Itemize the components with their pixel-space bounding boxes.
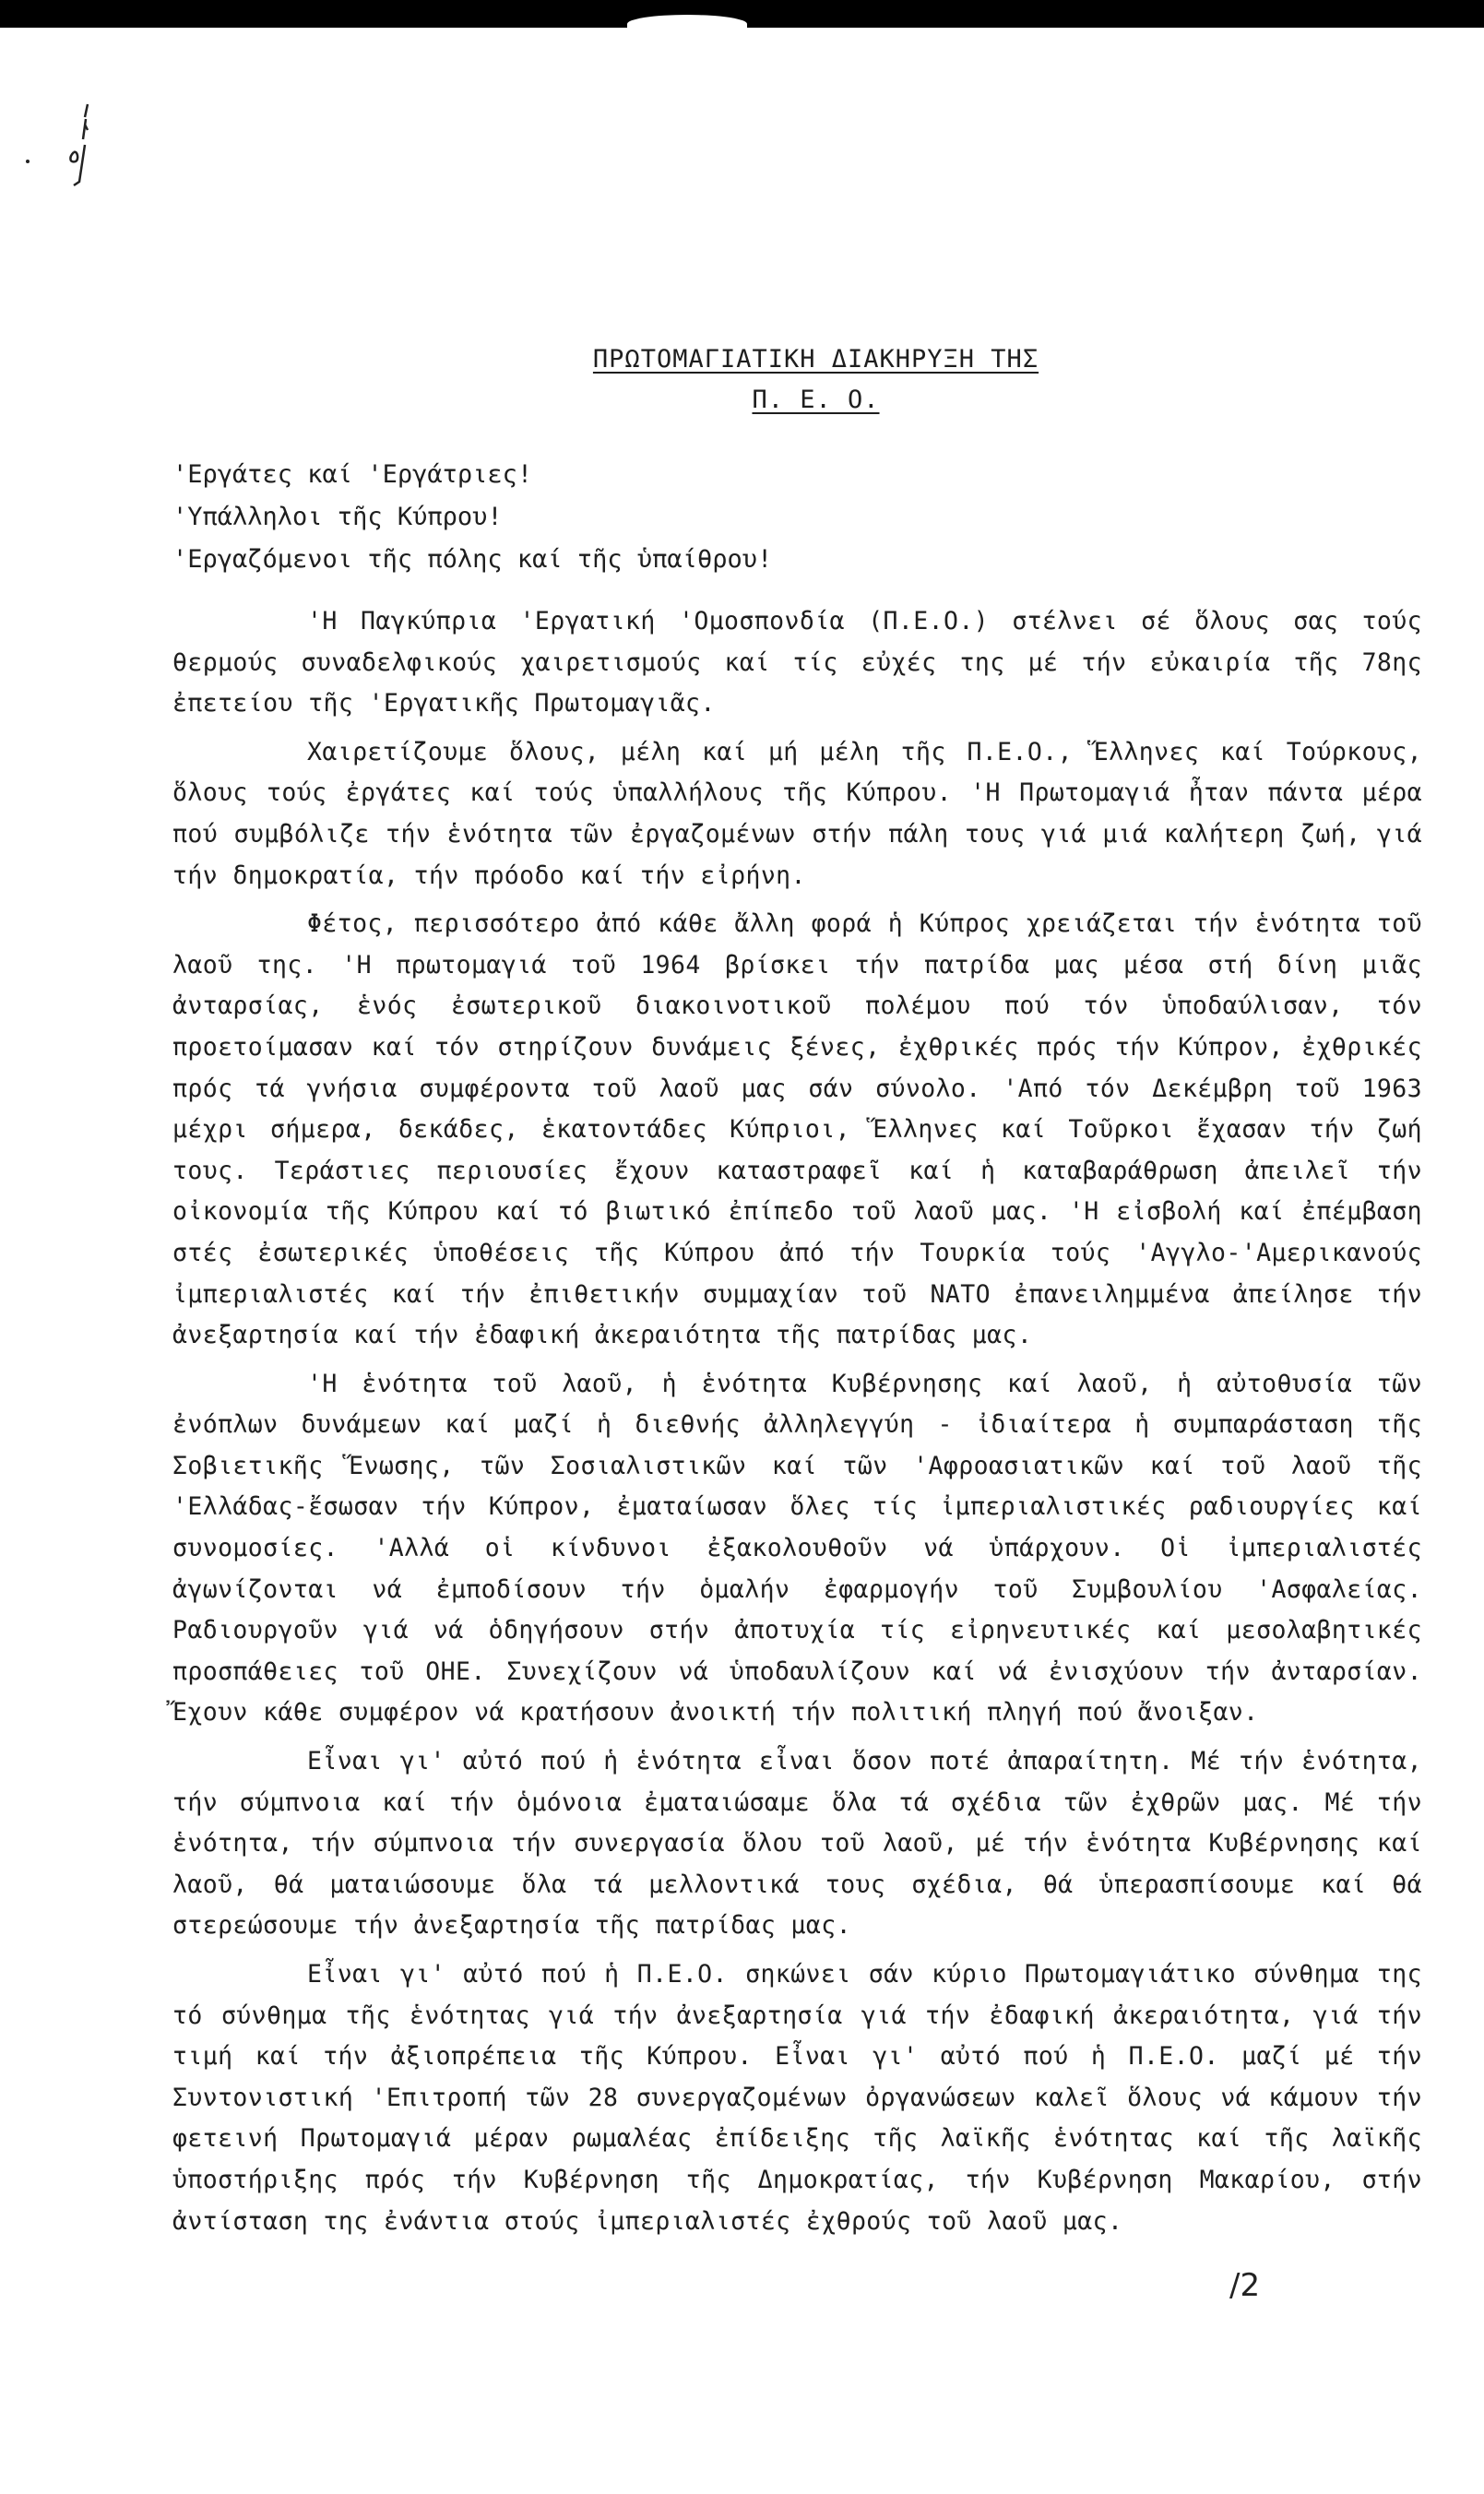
document-title <box>0 339 1484 421</box>
handwritten-margin-mark <box>20 97 94 208</box>
salutation-line: 'Εργαζόμενοι τῆς πόλης καί τῆς ὑπαίθρου! <box>172 545 773 574</box>
salutation-block <box>172 454 1371 581</box>
salutation-line: 'Εργάτες καί 'Εργάτριες! <box>172 460 533 489</box>
document-body <box>172 601 1422 2250</box>
title-line-1: ΠΡΩΤΟΜΑΓΙΑΤΙΚΗ ΔΙΑΚΗΡΥΞΗ ΤΗΣ <box>592 345 1039 374</box>
paragraph: Χαιρετίζουμε ὅλους, μέλη καί μή μέλη τῆς Π.Ε.Ο., Ἕλληνες καί Τούρκους, ὅλους τούς ἐργάτες καί τούς ὑπαλλήλους τῆς Κύπρου. 'Η Πρωτομαγιά ἦταν πάντα μέρα πού συμβόλιζε τήν ἑνότητα τῶν ἐργαζομένων στήν πάλη τους γιά μιά καλήτερη ζωή, γιά τήν δημοκρατία, τήν πρόοδο καί τήν εἰρήνη. <box>172 737 1422 890</box>
paragraph: 'Η Παγκύπρια 'Εργατική 'Ομοσπονδία (Π.Ε.Ο.) στέλνει σέ ὅλους σας τούς θερμούς συναδελφικούς χαιρετισμούς καί τίς εὐχές της μέ τήν εὐκαιρία τῆς 78ης ἐπετείου τῆς 'Εργατικῆς Πρωτομαγιᾶς. <box>172 607 1422 719</box>
scan-top-notch <box>627 15 747 33</box>
salutation-line: 'Υπάλληλοι τῆς Κύπρου! <box>172 503 503 531</box>
paragraph: Εἶναι γι' αὐτό πού ἡ Π.Ε.Ο. σηκώνει σάν κύριο Πρωτομαγιάτικο σύνθημα της τό σύνθημα τῆς ἑνότητας γιά τήν ἀνεξαρτησία γιά τήν ἐδαφική ἀκεραιότητα, γιά τήν τιμή καί τήν ἀξιοπρέπεια τῆς Κύπρου. Εἶναι γι' αὐτό πού ἡ Π.Ε.Ο. μαζί μέ τήν Συντονιστική 'Επιτροπή τῶν 28 συνεργαζομένων ὀργανώσεων καλεῖ ὅλους νά κάμουν τήν φετεινή Πρωτομαγιά μέραν ρωμαλέας ἐπίδειξης τῆς λαϊκῆς ἑνότητας καί τῆς λαϊκῆς ὑποστήριξης πρός τήν Κυβέρνηση τῆς Δημοκρατίας, τήν Κυβέρνηση Μακαρίου, στήν ἀντίσταση της ἐνάντια στούς ἰμπεριαλιστές ἐχθρούς τοῦ λαοῦ μας. <box>172 1960 1422 2236</box>
page-number: /2 <box>1229 2267 1261 2304</box>
paragraph: Φέτος, περισσότερο ἀπό κάθε ἄλλη φορά ἡ Κύπρος χρειάζεται τήν ἑνότητα τοῦ λαοῦ της. 'Η πρωτομαγιά τοῦ 1964 βρίσκει τήν πατρίδα μας μέσα στή δίνη μιᾶς ἀνταρσίας, ἑνός ἐσωτερικοῦ διακοινοτικοῦ πολέμου πού τόν ὑποδαύλισαν, τόν προετοίμασαν καί τόν στηρίζουν δυνάμεις ξένες, ἐχθρικές πρός τήν Κύπρον, ἐχθρικές πρός τά γνήσια συμφέροντα τοῦ λαοῦ μας σάν σύνολο. 'Από τόν Δεκέμβρη τοῦ 1963 μέχρι σήμερα, δεκάδες, ἑκατοντάδες Κύπριοι, Ἕλληνες καί Τοῦρκοι ἔχασαν τήν ζωή τους. Τεράστιες περιουσίες ἔχουν καταστραφεῖ καί ἡ καταβαράθρωση ἀπειλεῖ τήν οἰκονομία τῆς Κύπρου καί τό βιωτικό ἐπίπεδο τοῦ λαοῦ μας. 'Η εἰσβολή καί ἐπέμβαση στές ἐσωτερικές ὑποθέσεις τῆς Κύπρου ἀπό τήν Τουρκία τούς 'Αγγλο-'Αμερικανούς ἰμπεριαλιστές καί τήν ἐπιθετικήν συμμαχίαν τοῦ ΝΑΤΟ ἐπανειλημμένα ἀπείλησε τήν ἀνεξαρτησία καί τήν ἐδαφική ἀκεραιότητα τῆς πατρίδας μας. <box>172 909 1422 1350</box>
paragraph: 'Η ἑνότητα τοῦ λαοῦ, ἡ ἑνότητα Κυβέρνησης καί λαοῦ, ἡ αὐτοθυσία τῶν ἐνόπλων δυνάμεων καί μαζί ἡ διεθνής ἀλληλεγγύη - ἰδιαίτερα ἡ συμπαράσταση τῆς Σοβιετικῆς Ἕνωσης, τῶν Σοσιαλιστικῶν καί τῶν 'Αφροασιατικῶν καί τοῦ λαοῦ τῆς 'Ελλάδας-ἔσωσαν τήν Κύπρον, ἐματαίωσαν ὅλες τίς ἰμπεριαλιστικές ραδιουργίες καί συνομοσίες. 'Αλλά οἱ κίνδυνοι ἐξακολουθοῦν νά ὑπάρχουν. Οἱ ἰμπεριαλιστές ἀγωνίζονται νά ἐμποδίσουν τήν ὁμαλήν ἐφαρμογήν τοῦ Συμβουλίου 'Ασφαλείας. Ραδιουργοῦν γιά νά ὁδηγήσουν στήν ἀποτυχία τίς εἰρηνευτικές καί μεσολαβητικές προσπάθειες τοῦ ΟΗΕ. Συνεχίζουν νά ὑποδαυλίζουν καί νά ἐνισχύουν τήν ἀνταρσίαν. Ἔχουν κάθε συμφέρον νά κρατήσουν ἀνοικτή τήν πολιτική πληγή πού ἄνοιξαν. <box>172 1369 1422 1728</box>
title-line-2: Π. Ε. Ο. <box>752 386 880 414</box>
paragraph: Εἶναι γι' αὐτό πού ἡ ἑνότητα εἶναι ὅσον ποτέ ἀπαραίτητη. Μέ τήν ἑνότητα, τήν σύμπνοια καί τήν ὁμόνοια ἐματαιώσαμε ὅλα τά σχέδια τῶν ἐχθρῶν μας. Μέ τήν ἑνότητα, τήν σύμπνοια τήν συνεργασία ὅλου τοῦ λαοῦ, μέ τήν ἑνότητα Κυβέρνησης καί λαοῦ, θά ματαιώσουμε ὅλα τά μελλοντικά τους σχέδια, θά ὑπερασπίσουμε καί θά στερεώσουμε τήν ἀνεξαρτησία τῆς πατρίδας μας. <box>172 1747 1422 1941</box>
